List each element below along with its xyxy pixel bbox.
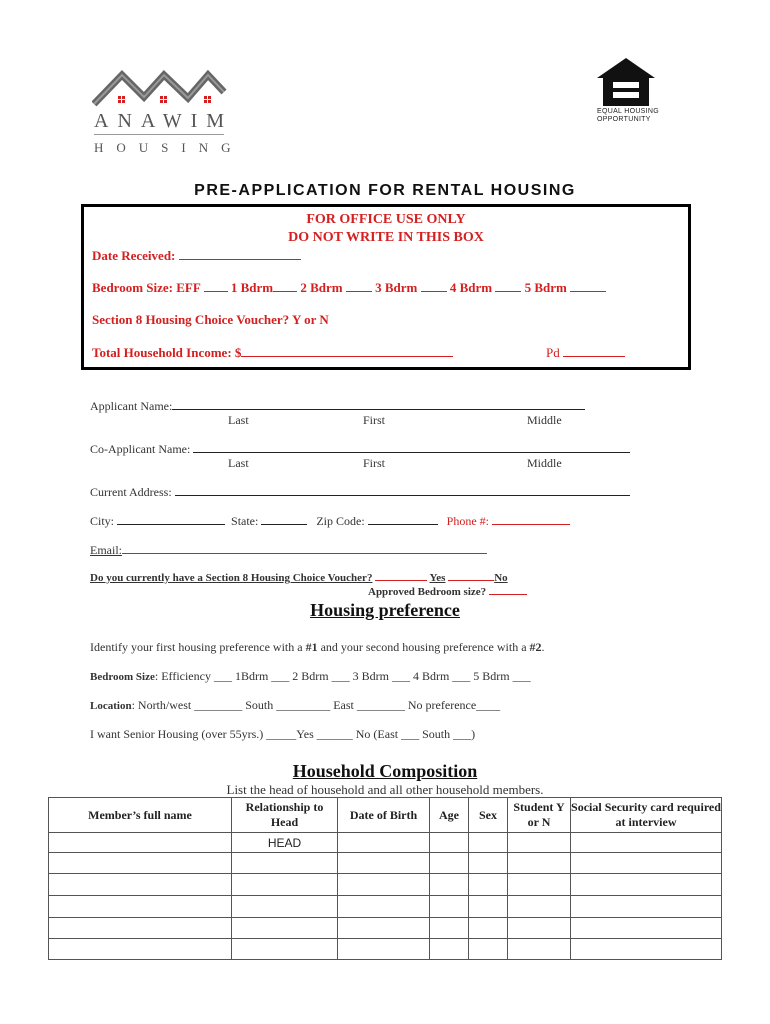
logo-name: ANAWIM [94, 110, 234, 132]
member-cell[interactable] [49, 833, 232, 853]
student-cell[interactable] [508, 853, 571, 874]
col-relationship: Relationship to Head [232, 798, 338, 833]
coapplicant-last: Last [228, 456, 249, 470]
dob-cell[interactable] [338, 918, 430, 939]
voucher-yes-field[interactable] [375, 580, 427, 581]
roofline-icon [92, 70, 232, 112]
office-3bdrm-field[interactable] [421, 291, 447, 292]
voucher-row [90, 572, 508, 584]
city-state-row [90, 514, 570, 529]
email-row [90, 543, 487, 558]
table-row [49, 833, 722, 853]
office-1bdrm-label: 1 Bdrm [230, 280, 274, 295]
member-cell[interactable] [49, 853, 232, 874]
current-address-label: Current Address: [90, 485, 172, 499]
dob-cell[interactable] [338, 833, 430, 853]
applicant-name-field[interactable] [172, 409, 585, 410]
office-section8: Section 8 Housing Choice Voucher? Y or N [92, 312, 329, 327]
applicant-middle: Middle [527, 413, 562, 427]
office-1bdrm-field[interactable] [273, 291, 297, 292]
relationship-cell[interactable] [232, 896, 338, 918]
sex-cell[interactable] [469, 833, 508, 853]
email-label: Email: [90, 543, 122, 557]
dob-cell[interactable] [338, 896, 430, 918]
instruction-text-3: . [541, 640, 545, 654]
col-ssn-card: Social Security card required at interview [571, 798, 722, 833]
sex-cell[interactable] [469, 853, 508, 874]
col-dob: Date of Birth [338, 798, 430, 833]
email-field[interactable] [122, 553, 487, 554]
approved-label: Approved Bedroom size? [368, 586, 487, 598]
table-row [49, 939, 722, 960]
office-3bdrm-label: 3 Bdrm [375, 280, 418, 295]
office-2bdrm-label: 2 Bdrm [300, 280, 343, 295]
household-heading: Household Composition [292, 761, 478, 781]
approved-field[interactable] [489, 594, 527, 595]
ssn-cell[interactable] [571, 918, 722, 939]
office-2bdrm-field[interactable] [346, 291, 372, 292]
office-4bdrm-field[interactable] [495, 291, 521, 292]
relationship-cell: HEAD [232, 833, 338, 853]
date-received-label: Date Received: [92, 248, 176, 263]
member-cell[interactable] [49, 939, 232, 960]
sex-cell[interactable] [469, 896, 508, 918]
office-heading-2: DO NOT WRITE IN THIS BOX [288, 230, 484, 245]
eho-line2: OPPORTUNITY [597, 116, 651, 123]
location-pref-label: Location [90, 700, 132, 712]
table-row [49, 896, 722, 918]
instruction-text-2: and your second housing preference with a [317, 640, 530, 654]
member-cell[interactable] [49, 896, 232, 918]
ssn-cell[interactable] [571, 896, 722, 918]
student-cell[interactable] [508, 918, 571, 939]
logo-sub: HOUSING [94, 140, 244, 155]
age-cell[interactable] [430, 918, 469, 939]
bedroom-pref-options: : Efficiency ___ 1Bdrm ___ 2 Bdrm ___ 3 Bdrm ___ 4 Bdrm ___ 5 Bdrm ___ [154, 669, 531, 683]
ssn-cell[interactable] [571, 853, 722, 874]
relationship-cell[interactable] [232, 853, 338, 874]
equal-housing-icon [595, 56, 657, 108]
state-field[interactable] [261, 524, 307, 525]
household-table [48, 797, 722, 960]
office-5bdrm-field[interactable] [570, 291, 606, 292]
applicant-last: Last [228, 413, 249, 427]
col-sex: Sex [469, 798, 508, 833]
ssn-cell[interactable] [571, 874, 722, 896]
equal-housing-logo [595, 56, 665, 126]
office-use-box [81, 204, 691, 370]
student-cell[interactable] [508, 874, 571, 896]
voucher-no-label: No [494, 572, 508, 584]
second-mark: #2 [529, 640, 542, 654]
dob-cell[interactable] [338, 853, 430, 874]
sex-cell[interactable] [469, 918, 508, 939]
coapplicant-name-field[interactable] [193, 452, 630, 453]
office-income-row [92, 345, 453, 361]
zip-label: Zip Code: [316, 514, 365, 528]
applicant-label: Applicant Name: [90, 399, 173, 413]
table-row [49, 853, 722, 874]
table-row [49, 918, 722, 939]
office-eff-field[interactable] [204, 291, 228, 292]
state-label: State: [231, 514, 259, 528]
approved-row [368, 586, 527, 598]
col-member-name: Member’s full name [49, 798, 232, 833]
member-cell[interactable] [49, 918, 232, 939]
applicant-row [90, 399, 585, 414]
location-pref-options: : North/west ________ South _________ East ________ No preference____ [131, 698, 501, 712]
logo-divider [94, 134, 224, 135]
current-address-field[interactable] [175, 495, 630, 496]
age-cell[interactable] [430, 939, 469, 960]
col-age: Age [430, 798, 469, 833]
ssn-cell[interactable] [571, 939, 722, 960]
office-4bdrm-label: 4 Bdrm [449, 280, 493, 295]
office-heading-1: FOR OFFICE USE ONLY [306, 212, 466, 227]
office-income-field[interactable] [241, 356, 453, 357]
office-pd-row [546, 345, 625, 361]
first-mark: #1 [305, 640, 318, 654]
student-cell[interactable] [508, 896, 571, 918]
coapplicant-row [90, 442, 630, 457]
preference-heading: Housing preference [310, 600, 460, 620]
voucher-no-field[interactable] [448, 580, 494, 581]
phone-field[interactable] [492, 524, 570, 525]
age-cell[interactable] [430, 896, 469, 918]
applicant-first: First [363, 413, 386, 427]
bedroom-preference-row[interactable] [90, 669, 531, 684]
anawim-logo [92, 70, 244, 160]
age-cell[interactable] [430, 833, 469, 853]
relationship-cell[interactable] [232, 939, 338, 960]
table-row [49, 874, 722, 896]
zip-field[interactable] [368, 524, 438, 525]
age-cell[interactable] [430, 853, 469, 874]
student-cell[interactable] [508, 833, 571, 853]
ssn-cell[interactable] [571, 833, 722, 853]
sex-cell[interactable] [469, 939, 508, 960]
member-cell[interactable] [49, 874, 232, 896]
col-student: Student Y or N [508, 798, 571, 833]
preference-instruction [90, 640, 545, 655]
date-received-row [92, 248, 301, 264]
office-pd-label: Pd [546, 345, 560, 360]
sex-cell[interactable] [469, 874, 508, 896]
voucher-yes-label: Yes [429, 572, 446, 584]
household-instruction: List the head of household and all other household members. [226, 782, 544, 797]
date-received-field[interactable] [179, 259, 301, 260]
office-pd-field[interactable] [563, 356, 625, 357]
table-header-row [49, 798, 722, 833]
coapplicant-middle: Middle [527, 456, 562, 470]
city-label: City: [90, 514, 115, 528]
senior-housing-row[interactable]: I want Senior Housing (over 55yrs.) _____Yes ______ No (East ___ South ___) [90, 727, 476, 741]
office-5bdrm-label: 5 Bdrm [524, 280, 567, 295]
dob-cell[interactable] [338, 874, 430, 896]
office-income-label: Total Household Income: $ [92, 345, 242, 360]
page-title: PRE-APPLICATION FOR RENTAL HOUSING [194, 182, 576, 199]
phone-label: Phone #: [446, 514, 490, 528]
coapplicant-first: First [363, 456, 386, 470]
instruction-text-1: Identify your first housing preference with a [90, 640, 306, 654]
address-row [90, 485, 630, 500]
office-bedroom-label: Bedroom Size: EFF [92, 280, 201, 295]
student-cell[interactable] [508, 939, 571, 960]
office-bedroom-row [92, 280, 606, 296]
city-field[interactable] [117, 524, 225, 525]
relationship-cell[interactable] [232, 918, 338, 939]
age-cell[interactable] [430, 874, 469, 896]
location-preference-row[interactable] [90, 698, 500, 713]
coapplicant-label: Co-Applicant Name: [90, 442, 191, 456]
eho-line1: EQUAL HOUSING [597, 108, 659, 115]
dob-cell[interactable] [338, 939, 430, 960]
bedroom-pref-label: Bedroom Size [90, 671, 155, 683]
relationship-cell[interactable] [232, 874, 338, 896]
voucher-question: Do you currently have a Section 8 Housing Choice Voucher? [90, 572, 373, 584]
